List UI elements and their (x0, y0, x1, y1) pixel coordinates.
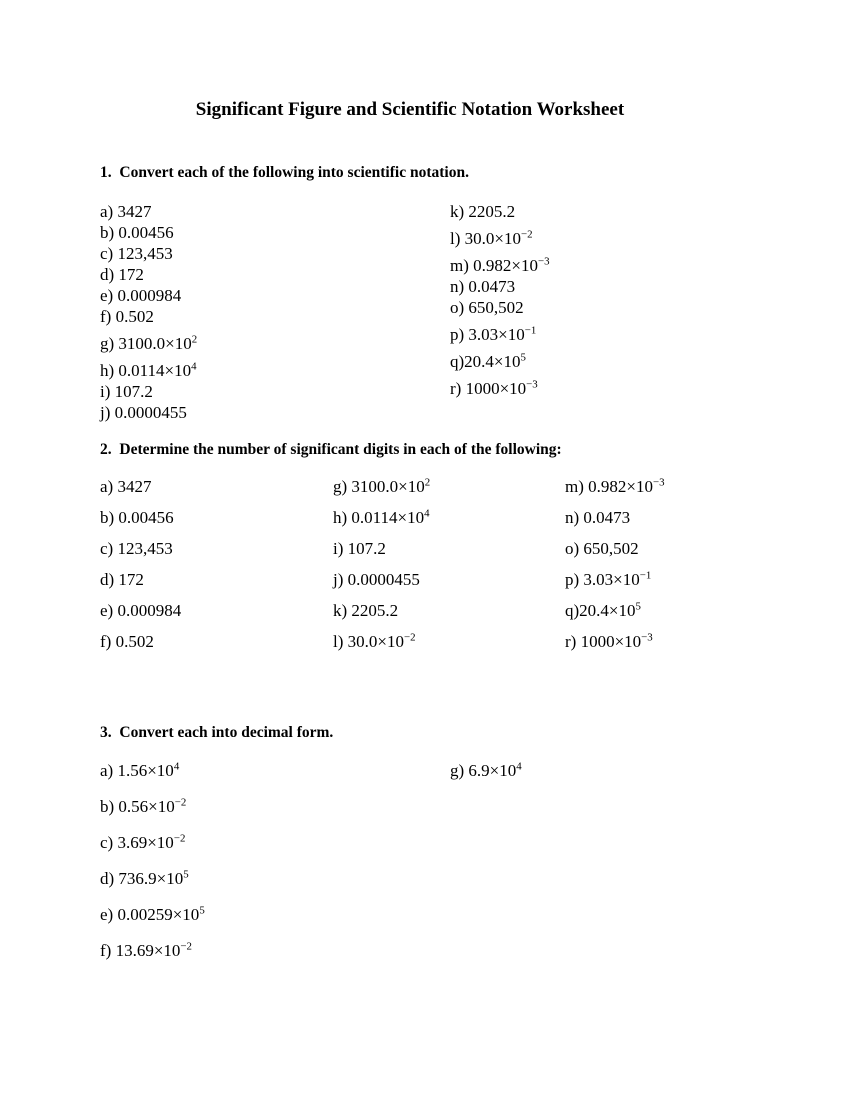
section1-column-k-r (450, 201, 550, 399)
item-label: e) (100, 905, 118, 924)
section1-column-a-j (100, 201, 197, 423)
item-label: o) (565, 539, 584, 558)
item-value: 2205.2 (351, 601, 399, 620)
item-value: 1.56×10 (117, 761, 174, 780)
item-value: 3100.0×10 (351, 477, 425, 496)
section2-column-g-l (333, 476, 430, 662)
item-exponent: 5 (199, 904, 205, 917)
item-exponent: −3 (526, 378, 538, 391)
worksheet-item (100, 569, 181, 590)
worksheet-item (450, 249, 550, 276)
item-value: 0.000984 (117, 601, 182, 620)
item-label: n) (565, 508, 584, 527)
worksheet-item (450, 276, 550, 297)
worksheet-item (100, 796, 205, 817)
item-value: 0.00456 (118, 508, 174, 527)
item-label: d) (100, 570, 119, 589)
item-value: 1000×10 (465, 379, 527, 398)
worksheet-item (565, 600, 665, 621)
item-label: a) (100, 761, 118, 780)
worksheet-item (333, 600, 430, 621)
item-exponent: 4 (516, 760, 522, 773)
item-value: 736.9×10 (118, 869, 184, 888)
item-value: 172 (118, 570, 144, 589)
item-label: j) (100, 403, 115, 422)
item-label: k) (450, 202, 469, 221)
item-value: 0.0473 (468, 277, 516, 296)
item-value: 3100.0×10 (118, 334, 192, 353)
worksheet-item (100, 868, 205, 889)
item-value: 0.0000455 (347, 570, 420, 589)
worksheet-item (100, 600, 181, 621)
item-value: 20.4×10 (579, 601, 636, 620)
worksheet-item (100, 285, 197, 306)
section3-column-a-f (100, 760, 205, 976)
section2-column-a-f (100, 476, 181, 662)
item-label: m) (450, 256, 474, 275)
item-exponent: 4 (191, 360, 197, 373)
item-value: 3.03×10 (583, 570, 640, 589)
item-label: b) (100, 223, 119, 242)
item-label: a) (100, 202, 118, 221)
item-value: 107.2 (347, 539, 386, 558)
item-value: 123,453 (117, 244, 173, 263)
item-value: 2205.2 (468, 202, 516, 221)
item-value: 6.9×10 (468, 761, 517, 780)
worksheet-item (333, 507, 430, 528)
section3-heading: 3. Convert each into decimal form. (100, 724, 334, 741)
item-label: r) (450, 379, 466, 398)
item-label: b) (100, 797, 119, 816)
item-label: g) (100, 334, 119, 353)
item-label: g) (450, 761, 469, 780)
worksheet-item (100, 631, 181, 652)
item-exponent: 5 (635, 600, 641, 613)
section2-heading: 2. Determine the number of significant digits in each of the following: (100, 441, 562, 458)
worksheet-item (333, 476, 430, 497)
item-value: 3427 (117, 202, 152, 221)
item-label: f) (100, 941, 116, 960)
item-label: i) (100, 382, 115, 401)
worksheet-item (100, 476, 181, 497)
worksheet-item (450, 318, 550, 345)
item-label: l) (450, 229, 465, 248)
item-value: 650,502 (468, 298, 524, 317)
item-exponent: −1 (524, 324, 537, 337)
item-exponent: 2 (424, 476, 431, 489)
item-value: 172 (118, 265, 144, 284)
item-exponent: 4 (424, 507, 430, 520)
item-value: 30.0×10 (347, 632, 404, 651)
worksheet-item (333, 569, 430, 590)
item-value: 3427 (117, 477, 152, 496)
item-value: 0.56×10 (118, 797, 175, 816)
item-exponent: −2 (403, 631, 416, 644)
section3-column-g (450, 760, 522, 796)
item-value: 0.0114×10 (118, 361, 192, 380)
item-value: 20.4×10 (464, 352, 521, 371)
item-value: 107.2 (114, 382, 153, 401)
item-label: l) (333, 632, 348, 651)
item-exponent: 2 (191, 333, 198, 346)
item-value: 0.0114×10 (351, 508, 425, 527)
worksheet-item (450, 372, 550, 399)
item-value: 0.00259×10 (117, 905, 200, 924)
item-label: b) (100, 508, 119, 527)
item-label: k) (333, 601, 352, 620)
item-value: 0.00456 (118, 223, 174, 242)
item-label: d) (100, 869, 119, 888)
worksheet-item (100, 327, 197, 354)
item-exponent: −3 (537, 255, 550, 268)
worksheet-item (333, 538, 430, 559)
item-label: r) (565, 632, 581, 651)
item-exponent: −3 (652, 476, 665, 489)
worksheet-item (100, 306, 197, 327)
item-label: p) (450, 325, 469, 344)
item-value: 123,453 (117, 539, 173, 558)
worksheet-item (100, 402, 197, 423)
worksheet-item (100, 264, 197, 285)
item-label: o) (450, 298, 469, 317)
item-label: q) (450, 352, 465, 371)
item-label: m) (565, 477, 589, 496)
worksheet-item (100, 354, 197, 381)
worksheet-item (100, 222, 197, 243)
page-title: Significant Figure and Scientific Notation Worksheet (195, 99, 625, 120)
section2-column-m-r (565, 476, 665, 662)
item-value: 0.0473 (583, 508, 631, 527)
item-value: 0.502 (115, 632, 154, 651)
item-label: i) (333, 539, 348, 558)
worksheet-item (100, 201, 197, 222)
worksheet-item (565, 569, 665, 590)
worksheet-item (100, 538, 181, 559)
item-value: 650,502 (583, 539, 639, 558)
item-value: 0.000984 (117, 286, 182, 305)
item-label: d) (100, 265, 119, 284)
worksheet-item (565, 631, 665, 652)
item-label: h) (333, 508, 352, 527)
item-label: p) (565, 570, 584, 589)
item-value: 0.982×10 (473, 256, 538, 275)
item-exponent: 5 (183, 868, 189, 881)
worksheet-item (100, 507, 181, 528)
worksheet-item (450, 222, 550, 249)
item-value: 0.0000455 (114, 403, 187, 422)
item-exponent: −3 (641, 631, 653, 644)
worksheet-item (100, 832, 205, 853)
item-value: 0.502 (115, 307, 154, 326)
item-label: c) (100, 244, 118, 263)
item-exponent: −2 (520, 228, 533, 241)
worksheet-item (100, 243, 197, 264)
item-label: f) (100, 307, 116, 326)
item-label: f) (100, 632, 116, 651)
item-value: 13.69×10 (115, 941, 181, 960)
worksheet-item (100, 381, 197, 402)
item-label: e) (100, 286, 118, 305)
worksheet-item (100, 940, 205, 961)
worksheet-item (450, 297, 550, 318)
item-value: 0.982×10 (588, 477, 653, 496)
item-label: q) (565, 601, 580, 620)
worksheet-item (450, 760, 522, 781)
item-exponent: 4 (173, 760, 180, 773)
worksheet-item (565, 507, 665, 528)
item-value: 3.03×10 (468, 325, 525, 344)
item-label: j) (333, 570, 348, 589)
worksheet-item (333, 631, 430, 652)
item-exponent: 5 (520, 351, 526, 364)
item-value: 1000×10 (580, 632, 642, 651)
item-label: h) (100, 361, 119, 380)
item-value: 30.0×10 (464, 229, 521, 248)
item-label: g) (333, 477, 352, 496)
section1-heading: 1. Convert each of the following into scientific notation. (100, 164, 469, 181)
worksheet-item (100, 760, 205, 781)
worksheet-item (100, 904, 205, 925)
item-label: a) (100, 477, 118, 496)
worksheet-item (565, 538, 665, 559)
item-label: n) (450, 277, 469, 296)
item-exponent: −1 (639, 569, 652, 582)
item-exponent: −2 (180, 940, 192, 953)
item-label: c) (100, 539, 118, 558)
worksheet-item (450, 345, 550, 372)
item-label: c) (100, 833, 118, 852)
worksheet-item (450, 201, 550, 222)
item-label: e) (100, 601, 118, 620)
item-exponent: −2 (174, 796, 187, 809)
item-value: 3.69×10 (117, 833, 174, 852)
item-exponent: −2 (173, 832, 186, 845)
worksheet-item (565, 476, 665, 497)
